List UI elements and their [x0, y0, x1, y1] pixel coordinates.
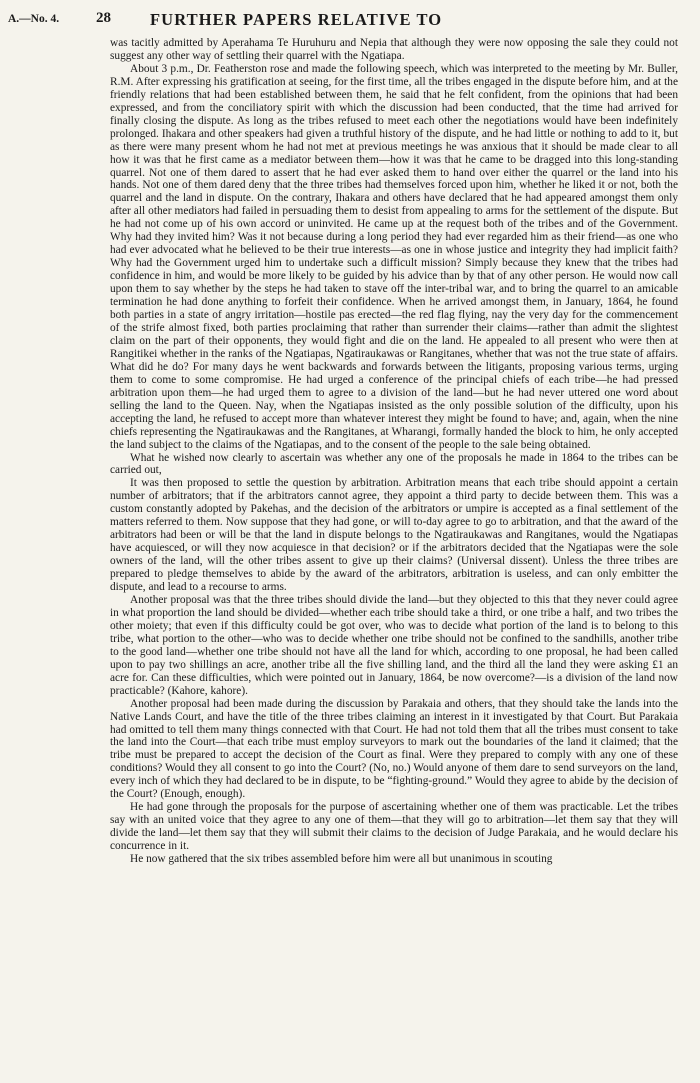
- paragraph: Another proposal was that the three tribes should divide the land—but they objected to this that they never could agree in what proportion the land should be divided—whether each tribe should take a third, or one tribe a half, and two tribes the other moiety; that even if this difficulty could be got over, who was to decide what portion of the land is to belong to this tribe, what portion to the other—who was to decide whether one tribe should not be confined to the sandhills, another tribe to the good land—whether one tribe should not have all the land for which, according to one proposal, he had been called upon to pay two shillings an acre, another tribe all the five shilling land, and the third all the land they were asking £1 an acre for. Can these difficulties, which were pointed out in January, 1864, be now overcome?—is a division of the land now practicable? (Kahore, kahore).: [110, 593, 678, 697]
- page-number: 28: [96, 10, 111, 26]
- paragraph: Another proposal had been made during the discussion by Parakaia and others, that they should take the lands into the Native Lands Court, and have the title of the three tribes claiming an interest in it investigated by that Court. But Parakaia had omitted to tell them many things connected with that Court. He had not told them that all the tribes must consent to take the land into the Court—that each tribe must employ surveyors to mark out the boundaries of the land it claimed; that the tribe must be prepared to accept the decision of the Court as final. Were they prepared to comply with any one of these conditions? Would they all consent to go into the Court? (No, no.) Would anyone of them dare to send surveyors on the land, every inch of which they had declared to be in dispute, to be “fighting-ground.” Would they agree to abide by the decision of the Court? (Enough, enough).: [110, 697, 678, 801]
- body-text: [110, 37, 678, 866]
- document-reference: A.—No. 4.: [8, 13, 60, 25]
- paragraph: It was then proposed to settle the question by arbitration. Arbitration means that each tribe should appoint a certain number of arbitrators; that if the arbitrators cannot agree, they appoint a third party to decide between them. This was a custom constantly adopted by Pakehas, and the decision of the arbitrators or umpire is accepted as a final settlement of the matters referred to them. Now suppose that they had gone, or will to-day agree to go to arbitration, and that the award of the arbitrators had been or will be that the land in dispute belongs to the Ngatiraukawas and Rangitanes, would the Ngatiapas have acquiesced, or will they now acquiesce in that decision? or if the arbitrators decided that the Ngatiapas were the sole owners of the land, will the other tribes assent to give up their claims? (Universal dissent). Unless the three tribes are prepared to pledge themselves to abide by the award of the arbitrators, arbitration is useless, and can only embitter the dispute, and lead to a recourse to arms.: [110, 477, 678, 594]
- running-title: FURTHER PAPERS RELATIVE TO: [150, 10, 443, 29]
- paragraph: was tacitly admitted by Aperahama Te Huruhuru and Nepia that although they were now opposing the sale they could not suggest any other way of settling their quarrel with the Ngatiapa.: [110, 37, 678, 62]
- running-head: [8, 6, 678, 36]
- paragraph: He now gathered that the six tribes assembled before him were all but unanimous in scouting: [130, 853, 553, 866]
- paragraph: About 3 p.m., Dr. Featherston rose and made the following speech, which was interpreted to the meeting by Mr. Buller, R.M. After expressing his gratification at seeing, for the first time, all the tribes engaged in the dispute before him, and at the friendly relations that had been established between them, he said that he felt confident, from the opinions that had been expressed, and from the conciliatory spirit with which the discussion had been conducted, that the time had arrived for finally closing the dispute. As long as the tribes refused to meet each other the negotiations would have been indefinitely prolonged. Ihakara and other speakers had given a truthful history of the dispute, and he had little or nothing to add to it, but as there were many present whom he had not met at previous meetings he was anxious that it should be made clear to all how it was that he first came as a mediator between them—how it was that he came to be dragged into this long-standing quarrel. Not one of them dared to assert that he had ever asked them to hand over either the quarrel or the land into his hands. Not one of them dared deny that the three tribes had themselves forced upon him, whether he liked it or not, both the quarrel and the land in dispute. On the contrary, Ihakara and others have declared that he had appeared amongst them only after all other mediators had failed in persuading them to desist from appealing to arms for the settlement of the dispute. But he had not come up of his own accord or uninvited. He came up at the request both of the tribes and of the Government. Why had they invited him? Was it not because during a long period they had ever regarded him as their friend—as one who had ever advocated what he believed to be their true interests—as one in whose justice and integrity they had implicit faith? Why had the Government urged him to undertake such a difficult mission? Simply because they knew that the tribes had confidence in him, and would be more likely to be guided by his advice than by that of any other person. He would now call upon them to say whether by the steps he had taken to stave off the inter-tribal war, and to bring the quarrel to an amicable termination he had done anything to forfeit their confidence. When he arrived amongst them, in January, 1864, he found both parties in a state of angry irritation—hostile pas erected—the red flag flying, nay the very day for the commencement of the strife almost fixed, both parties proclaiming that rather than surrender their claims—rather than admit the slightest claim on the part of their opponents, they would fight and die on the land. He appealed to all present who were then at Rangitikei whether in the ranks of the Ngatiapas, Ngatiraukawas or Rangitanes, whether that was not the true state of affairs. What did he do? For many days he went backwards and forwards between the litigants, proposing various terms, urging them to come to some compromise. He had urged a conference of the principal chiefs of each tribe—he had pressed arbitration upon them—he had urged them to agree to a division of the land—but he had never uttered one word about selling the land to the Queen. Nay, when the Ngatiapas insisted as the only possible solution of the difficulty, upon his accepting the land, he refused to accept more than whatever interest they might be found to have; and, again, when the nine chiefs representing the Ngatiraukawas and the Rangitanes, at Wharangi, formally handed the block to him, he only accepted the land subject to the claims of the Ngatiapas, and to the consent of the people to the sale being obtained.: [110, 62, 678, 451]
- paragraph: What he wished now clearly to ascertain was whether any one of the proposals he made in 1864 to the tribes can be carried out,: [110, 451, 678, 477]
- paragraph: He had gone through the proposals for the purpose of ascertaining whether one of them was practicable. Let the tribes say with an united voice that they agree to any one of them—that they will go to arbitration—let them say that they will divide the land—let them say that they will submit their claims to the decision of Judge Parakaia, and he would declare his concurrence in it.: [110, 801, 678, 853]
